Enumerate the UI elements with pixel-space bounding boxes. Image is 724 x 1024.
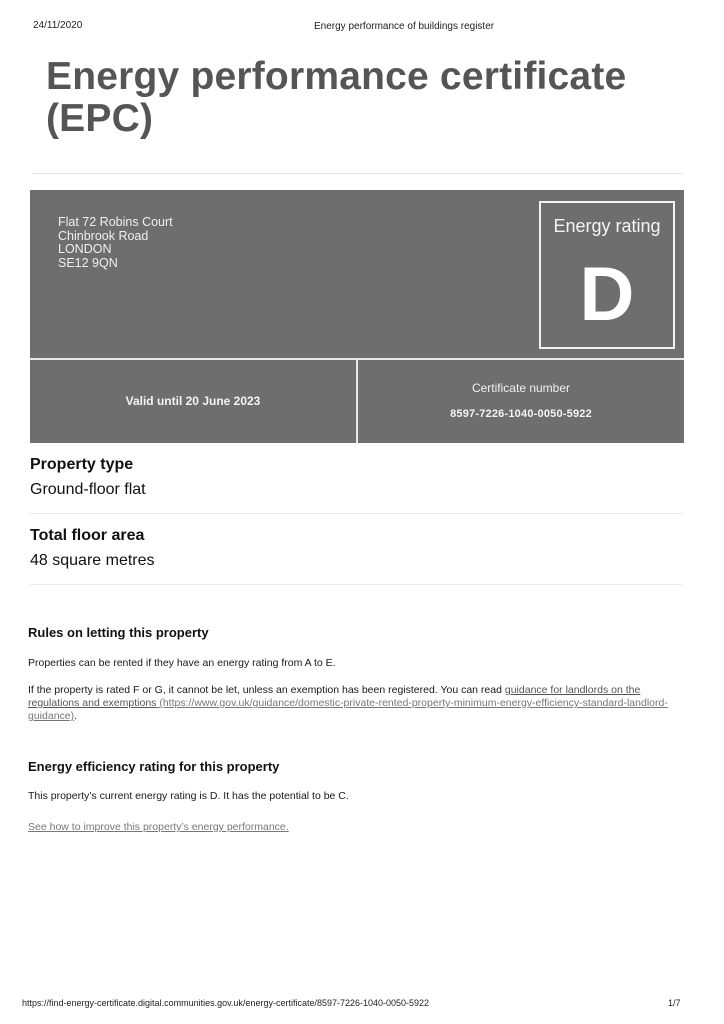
panel-divider-vertical bbox=[356, 360, 358, 443]
address-line-2: Chinbrook Road bbox=[58, 228, 149, 243]
letting-rules-paragraph-2 bbox=[28, 684, 688, 723]
page-title bbox=[46, 56, 686, 140]
page-title-line-1: Energy performance certificate bbox=[46, 55, 627, 98]
print-date: 24/11/2020 bbox=[33, 20, 83, 31]
letting-rules-paragraph-1: Properties can be rented if they have an energy rating from A to E. bbox=[28, 657, 336, 669]
property-type-heading: Property type bbox=[30, 456, 134, 473]
divider bbox=[30, 584, 682, 585]
efficiency-paragraph: This property’s current energy rating is D. It has the potential to be C. bbox=[28, 790, 349, 802]
certificate-number-label: Certificate number bbox=[471, 381, 571, 395]
certificate-number: 8597-7226-1040-0050-5922 bbox=[450, 408, 592, 420]
page-title-line-2: (EPC) bbox=[46, 97, 154, 140]
property-address bbox=[58, 216, 173, 270]
property-type-value: Ground-floor flat bbox=[30, 481, 146, 498]
footer-url: https://find-energy-certificate.digital.communities.gov.uk/energy-certificate/8597-7226-1040-0050-5922 bbox=[22, 998, 430, 1008]
address-line-1: Flat 72 Robins Court bbox=[58, 215, 173, 229]
landlord-guidance-link[interactable]: guidance for landlords on the regulations and exemptions bbox=[28, 684, 641, 709]
divider bbox=[30, 513, 682, 514]
efficiency-heading: Energy efficiency rating for this property bbox=[28, 759, 280, 774]
divider bbox=[32, 173, 682, 174]
floor-area-value: 48 square metres bbox=[30, 552, 155, 569]
improve-performance-link[interactable]: See how to improve this property’s energy performance. bbox=[28, 821, 289, 833]
letting-rules-text: If the property is rated F or G, it cannot be let, unless an exemption has been registered. You can read bbox=[28, 684, 505, 696]
letting-rules-heading: Rules on letting this property bbox=[28, 625, 209, 640]
address-line-4: SE12 9QN bbox=[58, 255, 118, 270]
floor-area-heading: Total floor area bbox=[30, 527, 145, 544]
page-number: 1/7 bbox=[668, 998, 681, 1008]
letting-rules-period: . bbox=[74, 710, 78, 722]
landlord-guidance-url[interactable]: (https://www.gov.uk/guidance/domestic-private-rented-property-minimum-energy-efficiency-standard-landlord-guidance) bbox=[28, 697, 668, 722]
energy-rating-box bbox=[539, 201, 675, 349]
valid-until: Valid until 20 June 2023 bbox=[125, 394, 261, 408]
print-header-title: Energy performance of buildings register bbox=[314, 21, 495, 32]
epc-summary-panel bbox=[30, 190, 684, 443]
energy-rating-letter: D bbox=[579, 252, 635, 337]
efficiency-improve-paragraph bbox=[28, 821, 688, 834]
energy-rating-label: Energy rating bbox=[553, 216, 661, 236]
address-line-3: LONDON bbox=[58, 242, 112, 256]
